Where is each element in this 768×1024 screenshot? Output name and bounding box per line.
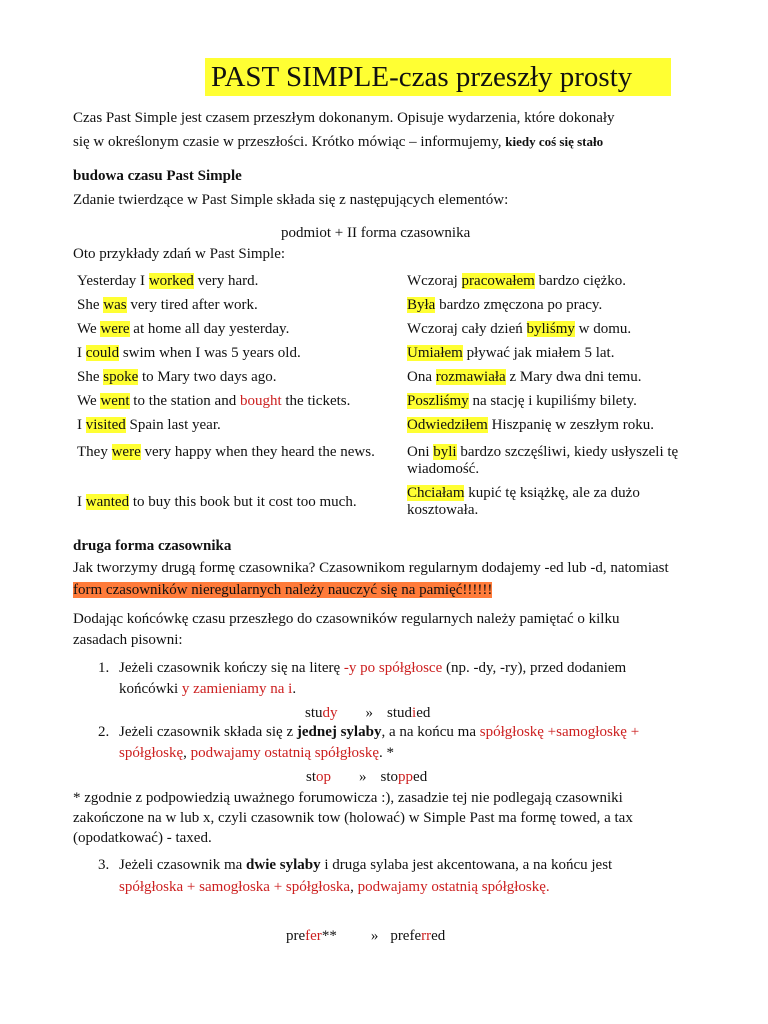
second-form-line-1: Jak tworzymy drugą formę czasownika? Czasownikom regularnym dodajemy -ed lub -d, natomiast — [73, 560, 669, 576]
english-sentence: She spoke to Mary two days ago. — [77, 369, 277, 385]
table-row — [73, 321, 757, 345]
second-form-line-3: Dodając końcówkę czasu przeszłego do czasowników regularnych należy pamiętać o kilku — [73, 611, 620, 627]
table-row — [73, 393, 757, 417]
table-row — [73, 441, 757, 482]
rule-2-line-2: spółgłoskę, podwajamy ostatnią spółgłoskę. * — [119, 745, 394, 761]
examples-table — [73, 273, 757, 534]
table-row — [73, 345, 757, 369]
rule-1-line-2: końcówki y zamieniamy na i. — [119, 681, 297, 697]
rule-3-line-2: spółgłoska + samogłoska + spółgłoska, podwajamy ostatnią spółgłoskę. — [119, 879, 550, 895]
rule-3-example: prefer** » preferred — [286, 928, 446, 944]
intro-line-2 — [73, 131, 603, 153]
polish-sentence: Ona rozmawiała z Mary dwa dni temu. — [407, 369, 642, 385]
rule-2-number: 2. — [98, 724, 110, 740]
polish-sentence: Umiałem pływać jak miałem 5 lat. — [407, 345, 615, 361]
note-line-2: zakończone na w lub x, czyli czasownik tow (holować) w Simple Past ma formę towed, a tax — [73, 810, 633, 826]
section-heading-second-form: druga forma czasownika — [73, 538, 232, 554]
structure-formula: podmiot + II forma czasownika — [281, 225, 471, 241]
english-sentence: I visited Spain last year. — [77, 417, 221, 433]
polish-sentence: Odwiedziłem Hiszpanię w zeszłym roku. — [407, 417, 655, 433]
english-sentence: I could swim when I was 5 years old. — [77, 345, 301, 361]
section-heading-structure: budowa czasu Past Simple — [73, 168, 242, 184]
structure-sentence: Zdanie twierdzące w Past Simple składa się z następujących elementów: — [73, 192, 509, 208]
polish-sentence: Chciałam kupić tę książkę, ale za dużo kosztowała. — [407, 485, 640, 518]
page-title: PAST SIMPLE-czas przeszły prosty — [205, 58, 671, 96]
table-row — [73, 297, 757, 321]
intro-text: się w określonym czasie w przeszłości. Krótko mówiąc – informujemy, — [73, 134, 506, 150]
english-sentence: They were very happy when they heard the news. — [77, 444, 375, 460]
polish-sentence: Wczoraj pracowałem bardzo ciężko. — [407, 273, 627, 289]
english-sentence: She was very tired after work. — [77, 297, 258, 313]
intro-line-1: Czas Past Simple jest czasem przeszłym dokonanym. Opisuje wydarzenia, które dokonały — [73, 110, 615, 126]
second-form-line-2 — [73, 580, 492, 601]
rule-2-line-1: Jeżeli czasownik składa się z jednej sylaby, a na końcu ma spółgłoskę +samogłoskę + — [119, 724, 640, 740]
irregular-warning: form czasowników nieregularnych należy nauczyć się na pamięć!!!!!! — [73, 582, 493, 598]
table-row — [73, 482, 757, 534]
note-line-3: (opodatkować) - taxed. — [73, 830, 212, 846]
polish-sentence: Wczoraj cały dzień byliśmy w domu. — [407, 321, 632, 337]
english-sentence: Yesterday I worked very hard. — [77, 273, 259, 289]
examples-intro: Oto przykłady zdań w Past Simple: — [73, 246, 286, 262]
table-row — [73, 417, 757, 441]
note-line-1: * zgodnie z podpowiedzią uważnego forumowicza :), zasadzie tej nie podlegają czasowniki — [73, 790, 623, 806]
polish-sentence: Oni byli bardzo szczęśliwi, kiedy usłyszeli tę wiadomość. — [407, 444, 679, 477]
polish-sentence: Była bardzo zmęczona po pracy. — [407, 297, 603, 313]
rule-3-line-1: Jeżeli czasownik ma dwie sylaby i druga sylaba jest akcentowana, a na końcu jest — [119, 857, 613, 873]
second-form-line-4: zasadach pisowni: — [73, 632, 183, 648]
polish-sentence: Poszliśmy na stację i kupiliśmy bilety. — [407, 393, 637, 409]
rule-2-example: stop » stopped — [306, 769, 428, 785]
rule-1-example: study » studied — [305, 705, 431, 721]
table-row — [73, 369, 757, 393]
english-sentence: I wanted to buy this book but it cost too much. — [77, 494, 357, 510]
rule-1-line-1: Jeżeli czasownik kończy się na literę -y po spółgłosce (np. -dy, -ry), przed dodaniem — [119, 660, 627, 676]
table-row — [73, 273, 757, 297]
rule-1-number: 1. — [98, 660, 110, 676]
intro-bold: kiedy coś się stało — [505, 134, 604, 149]
english-sentence: We were at home all day yesterday. — [77, 321, 290, 337]
rule-3-number: 3. — [98, 857, 110, 873]
english-sentence: We went to the station and bought the tickets. — [77, 393, 351, 409]
